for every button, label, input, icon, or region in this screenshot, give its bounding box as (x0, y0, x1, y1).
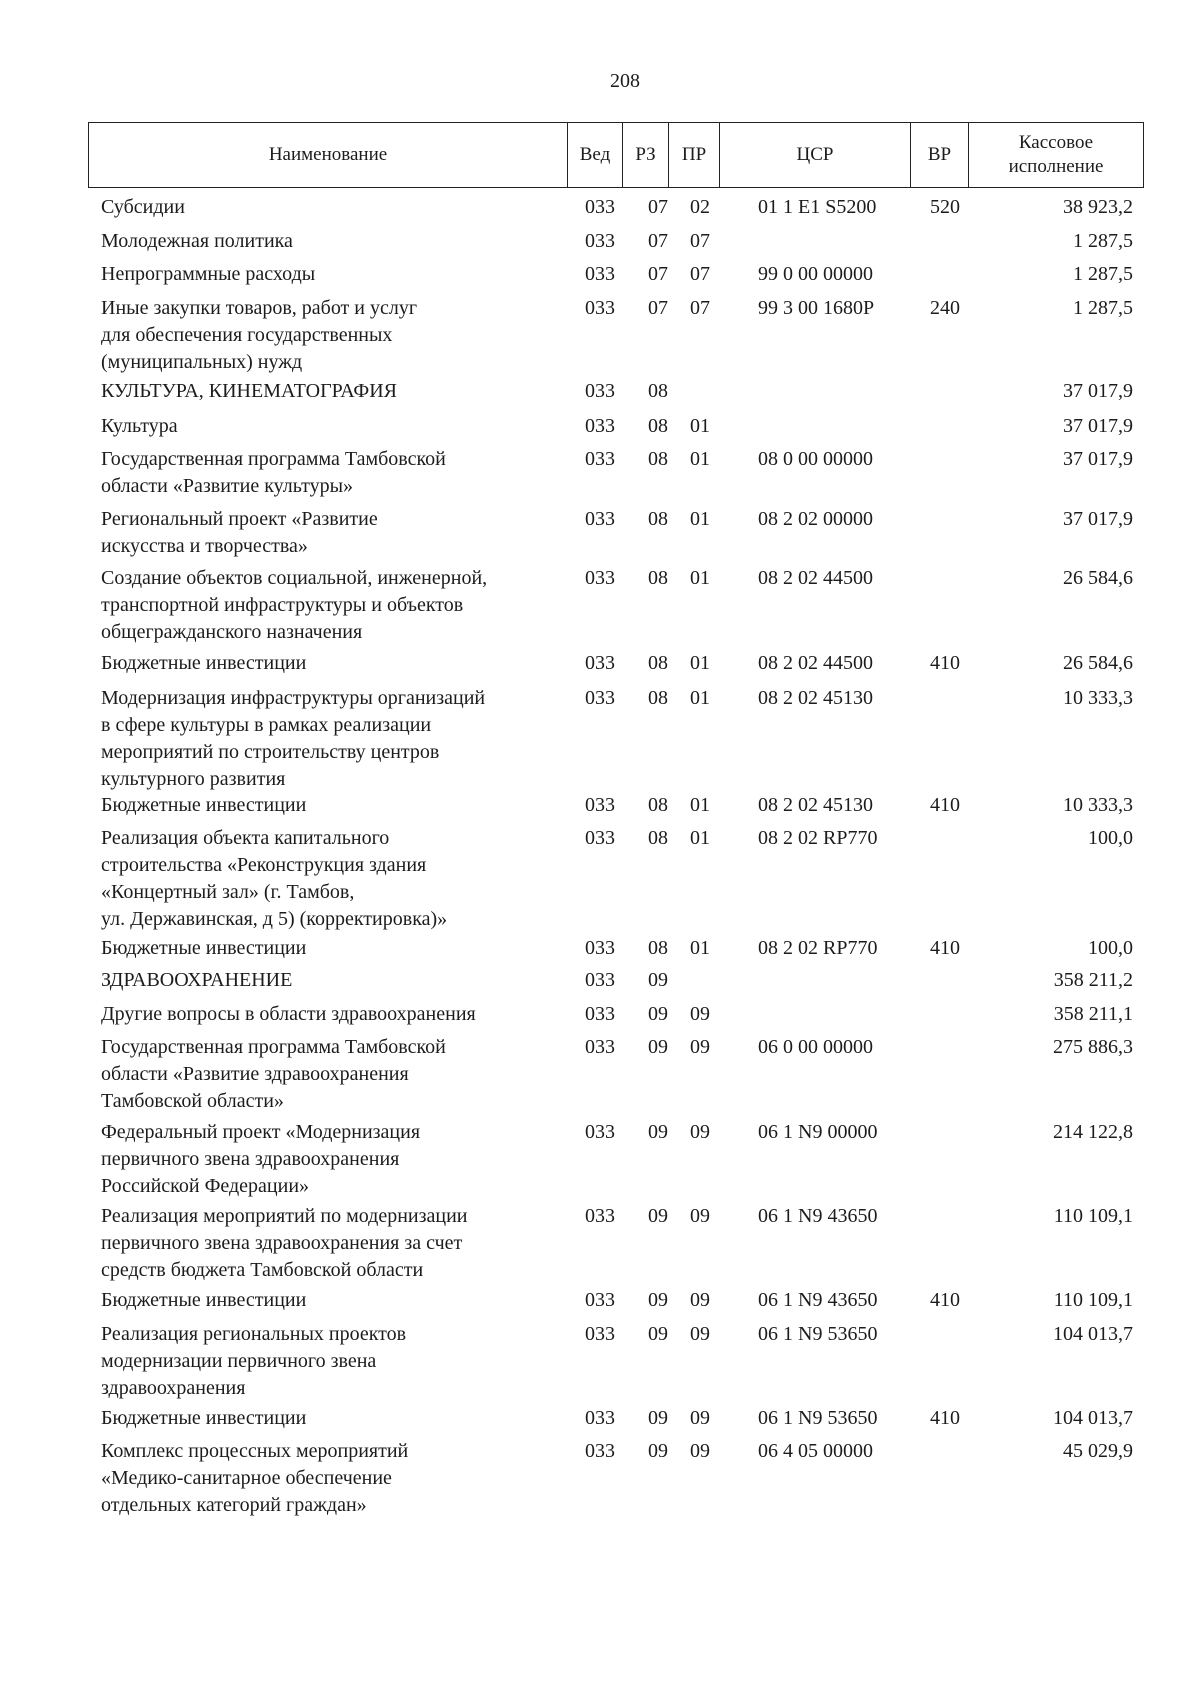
row-23-amount: 45 029,9 (1063, 1440, 1133, 1462)
row-11-rz: 08 (648, 687, 668, 709)
row-22-amount: 104 013,7 (1053, 1407, 1133, 1429)
row-7-csr: 08 0 00 00000 (758, 448, 873, 470)
row-10-rz: 08 (648, 652, 668, 674)
row-19-rz: 09 (648, 1205, 668, 1227)
row-16-amount: 358 211,1 (1053, 1003, 1133, 1025)
row-12-ved: 033 (585, 794, 615, 816)
row-19-ved: 033 (585, 1205, 615, 1227)
row-11-ved: 033 (585, 687, 615, 709)
row-15-rz: 09 (648, 969, 668, 991)
page-number: 208 (610, 70, 640, 92)
row-13-name: Реализация объекта капитального строительства «Реконструкция здания «Концертный зал» (г. Тамбов, ул. Державинская, д 5) (корректировка)» (101, 827, 448, 930)
row-23-name: Комплекс процессных мероприятий «Медико-санитарное обеспечение отдельных категорий граждан» (101, 1440, 409, 1516)
row-14-name: Бюджетные инвестиции (101, 937, 307, 959)
row-3-name: Непрограммные расходы (101, 263, 316, 285)
row-23-pr: 09 (690, 1440, 710, 1462)
row-16-name: Другие вопросы в области здравоохранения (101, 1003, 476, 1025)
row-15-ved: 033 (585, 969, 615, 991)
row-1-name: Субсидии (101, 196, 185, 218)
row-4-vr: 240 (930, 297, 960, 319)
row-12-vr: 410 (930, 794, 960, 816)
row-6-ved: 033 (585, 415, 615, 437)
row-2-rz: 07 (648, 230, 668, 252)
row-8-pr: 01 (690, 508, 710, 530)
row-6-pr: 01 (690, 415, 710, 437)
row-15-name: ЗДРАВООХРАНЕНИЕ (101, 969, 293, 991)
row-1-amount: 38 923,2 (1063, 196, 1133, 218)
row-16-ved: 033 (585, 1003, 615, 1025)
row-8-ved: 033 (585, 508, 615, 530)
row-11-csr: 08 2 02 45130 (758, 687, 873, 709)
row-22-csr: 06 1 N9 53650 (758, 1407, 878, 1429)
row-21-pr: 09 (690, 1323, 710, 1345)
header-vr: ВР (911, 123, 969, 188)
row-4-ved: 033 (585, 297, 615, 319)
row-23-csr: 06 4 05 00000 (758, 1440, 873, 1462)
row-18-csr: 06 1 N9 00000 (758, 1121, 878, 1143)
row-20-name: Бюджетные инвестиции (101, 1289, 307, 1311)
row-20-ved: 033 (585, 1289, 615, 1311)
row-6-rz: 08 (648, 415, 668, 437)
row-1-rz: 07 (648, 196, 668, 218)
row-13-amount: 100,0 (1088, 827, 1133, 849)
row-19-csr: 06 1 N9 43650 (758, 1205, 878, 1227)
row-7-amount: 37 017,9 (1063, 448, 1133, 470)
row-17-rz: 09 (648, 1036, 668, 1058)
row-9-csr: 08 2 02 44500 (758, 567, 873, 589)
row-3-ved: 033 (585, 263, 615, 285)
row-18-ved: 033 (585, 1121, 615, 1143)
row-9-pr: 01 (690, 567, 710, 589)
row-22-vr: 410 (930, 1407, 960, 1429)
row-3-amount: 1 287,5 (1073, 263, 1133, 285)
row-17-pr: 09 (690, 1036, 710, 1058)
row-18-amount: 214 122,8 (1053, 1121, 1133, 1143)
row-20-pr: 09 (690, 1289, 710, 1311)
row-14-pr: 01 (690, 937, 710, 959)
row-16-rz: 09 (648, 1003, 668, 1025)
row-15-amount: 358 211,2 (1053, 969, 1133, 991)
row-11-pr: 01 (690, 687, 710, 709)
row-1-csr: 01 1 E1 S5200 (758, 196, 877, 218)
row-14-vr: 410 (930, 937, 960, 959)
row-14-csr: 08 2 02 RP770 (758, 937, 878, 959)
row-12-csr: 08 2 02 45130 (758, 794, 873, 816)
row-17-name: Государственная программа Тамбовской области «Развитие здравоохранения Тамбовской области» (101, 1036, 446, 1112)
header-csr: ЦСР (720, 123, 911, 188)
row-9-ved: 033 (585, 567, 615, 589)
row-9-amount: 26 584,6 (1063, 567, 1133, 589)
row-12-name: Бюджетные инвестиции (101, 794, 307, 816)
row-19-amount: 110 109,1 (1053, 1205, 1133, 1227)
row-20-rz: 09 (648, 1289, 668, 1311)
row-21-amount: 104 013,7 (1053, 1323, 1133, 1345)
row-11-name: Модернизация инфраструктуры организаций в сфере культуры в рамках реализации мероприятий по строительству центров культурного развития (101, 687, 486, 790)
row-5-ved: 033 (585, 380, 615, 402)
row-13-ved: 033 (585, 827, 615, 849)
row-19-name: Реализация мероприятий по модернизации первичного звена здравоохранения за счет средств бюджета Тамбовской области (101, 1205, 468, 1281)
row-9-rz: 08 (648, 567, 668, 589)
row-14-rz: 08 (648, 937, 668, 959)
row-20-csr: 06 1 N9 43650 (758, 1289, 878, 1311)
row-20-vr: 410 (930, 1289, 960, 1311)
row-22-pr: 09 (690, 1407, 710, 1429)
row-1-vr: 520 (930, 196, 960, 218)
row-5-amount: 37 017,9 (1063, 380, 1133, 402)
row-22-ved: 033 (585, 1407, 615, 1429)
row-18-pr: 09 (690, 1121, 710, 1143)
row-2-name: Молодежная политика (101, 230, 293, 252)
row-4-rz: 07 (648, 297, 668, 319)
row-7-pr: 01 (690, 448, 710, 470)
row-12-amount: 10 333,3 (1063, 794, 1133, 816)
row-8-csr: 08 2 02 00000 (758, 508, 873, 530)
row-4-csr: 99 3 00 1680Р (758, 297, 875, 319)
row-23-ved: 033 (585, 1440, 615, 1462)
row-3-rz: 07 (648, 263, 668, 285)
row-2-pr: 07 (690, 230, 710, 252)
row-7-name: Государственная программа Тамбовской области «Развитие культуры» (101, 448, 446, 497)
header-ved: Вед (568, 123, 623, 188)
row-18-name: Федеральный проект «Модернизация первичного звена здравоохранения Российской Федерации» (101, 1121, 421, 1197)
row-13-pr: 01 (690, 827, 710, 849)
row-23-rz: 09 (648, 1440, 668, 1462)
row-4-pr: 07 (690, 297, 710, 319)
row-4-name: Иные закупки товаров, работ и услуг для обеспечения государственных (муниципальных) нужд (101, 297, 418, 373)
row-9-name: Создание объектов социальной, инженерной, транспортной инфраструктуры и объектов общегражданского назначения (101, 567, 488, 643)
row-16-pr: 09 (690, 1003, 710, 1025)
row-2-amount: 1 287,5 (1073, 230, 1133, 252)
row-10-csr: 08 2 02 44500 (758, 652, 873, 674)
row-8-name: Региональный проект «Развитие искусства и творчества» (101, 508, 378, 557)
row-1-ved: 033 (585, 196, 615, 218)
row-2-ved: 033 (585, 230, 615, 252)
row-12-pr: 01 (690, 794, 710, 816)
row-21-csr: 06 1 N9 53650 (758, 1323, 878, 1345)
row-3-csr: 99 0 00 00000 (758, 263, 873, 285)
row-10-amount: 26 584,6 (1063, 652, 1133, 674)
row-14-amount: 100,0 (1088, 937, 1133, 959)
row-21-ved: 033 (585, 1323, 615, 1345)
row-6-amount: 37 017,9 (1063, 415, 1133, 437)
row-10-vr: 410 (930, 652, 960, 674)
row-5-rz: 08 (648, 380, 668, 402)
header-rz: РЗ (623, 123, 669, 188)
row-6-name: Культура (101, 415, 178, 437)
row-7-rz: 08 (648, 448, 668, 470)
row-13-csr: 08 2 02 RP770 (758, 827, 878, 849)
row-18-rz: 09 (648, 1121, 668, 1143)
row-21-rz: 09 (648, 1323, 668, 1345)
row-1-pr: 02 (690, 196, 710, 218)
row-10-pr: 01 (690, 652, 710, 674)
row-10-name: Бюджетные инвестиции (101, 652, 307, 674)
row-12-rz: 08 (648, 794, 668, 816)
row-17-ved: 033 (585, 1036, 615, 1058)
row-11-amount: 10 333,3 (1063, 687, 1133, 709)
row-17-csr: 06 0 00 00000 (758, 1036, 873, 1058)
row-10-ved: 033 (585, 652, 615, 674)
header-pr: ПР (669, 123, 720, 188)
row-3-pr: 07 (690, 263, 710, 285)
row-14-ved: 033 (585, 937, 615, 959)
header-amount: Кассовое исполнение (969, 123, 1144, 188)
row-4-amount: 1 287,5 (1073, 297, 1133, 319)
row-21-name: Реализация региональных проектов модернизации первичного звена здравоохранения (101, 1323, 407, 1399)
row-8-amount: 37 017,9 (1063, 508, 1133, 530)
row-8-rz: 08 (648, 508, 668, 530)
row-20-amount: 110 109,1 (1053, 1289, 1133, 1311)
row-5-name: КУЛЬТУРА, КИНЕМАТОГРАФИЯ (101, 380, 397, 402)
header-name: Наименование (89, 123, 568, 188)
row-7-ved: 033 (585, 448, 615, 470)
row-22-rz: 09 (648, 1407, 668, 1429)
row-19-pr: 09 (690, 1205, 710, 1227)
row-17-amount: 275 886,3 (1053, 1036, 1133, 1058)
row-13-rz: 08 (648, 827, 668, 849)
row-22-name: Бюджетные инвестиции (101, 1407, 307, 1429)
